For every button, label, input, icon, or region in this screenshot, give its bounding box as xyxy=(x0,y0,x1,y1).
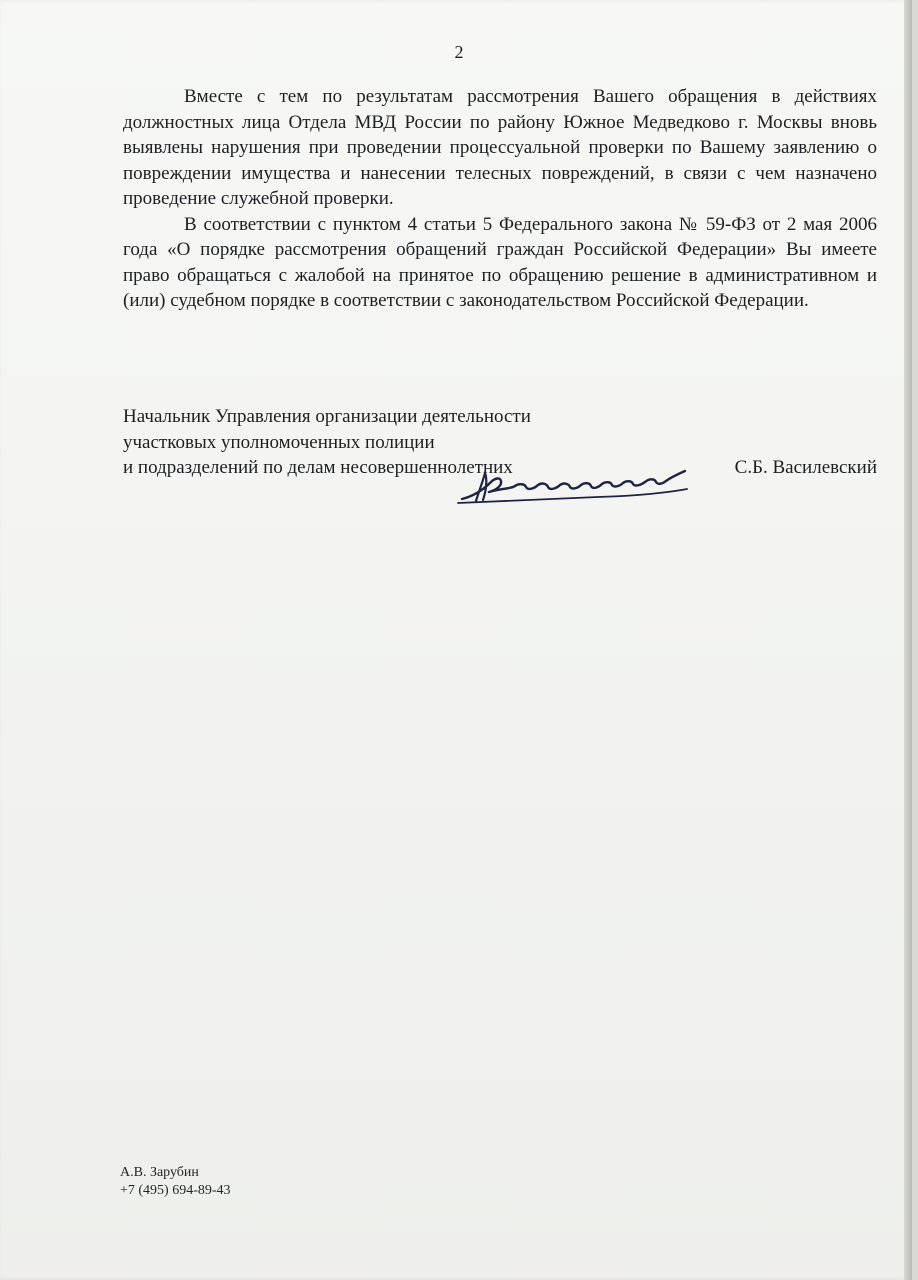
signer-position-line-2: участковых уполномоченных полиции xyxy=(123,431,435,453)
contact-block xyxy=(120,1164,231,1200)
signature-stroke-main xyxy=(462,471,685,499)
contact-phone: +7 (495) 694-89-43 xyxy=(120,1183,231,1198)
letter-body xyxy=(123,84,877,314)
page-number: 2 xyxy=(454,42,464,62)
paper-edge xyxy=(904,0,912,1280)
body-paragraph-1: Вместе с тем по результатам рассмотрения Вашего обращения в действиях должностных лица Отдела МВД России по району Южное Медведково г. Москвы вновь выявлены нарушения при проведении процессуальной проверки по Вашему заявлению о повреждении имущества и нанесении телесных повреждений, в связи с чем назначено проведение служебной проверки. xyxy=(123,86,877,209)
signer-position-line-1: Начальник Управления организации деятельности xyxy=(123,406,531,427)
signer-name: С.Б. Василевский xyxy=(734,457,877,478)
contact-name: А.В. Зарубин xyxy=(120,1165,199,1180)
signer-position-line-3: и подразделений по делам несовершеннолетних xyxy=(123,457,513,478)
body-paragraph-2: В соответствии с пунктом 4 статьи 5 Федерального закона № 59-ФЗ от 2 мая 2006 года «О порядке рассмотрения обращений граждан Российской Федерации» Вы имеете право обращаться с жалобой на принятое по обращению решение в административном и (или) судебном порядке в соответствии с законодательством Российской Федерации. xyxy=(123,213,877,311)
handwritten-signature xyxy=(456,466,692,508)
